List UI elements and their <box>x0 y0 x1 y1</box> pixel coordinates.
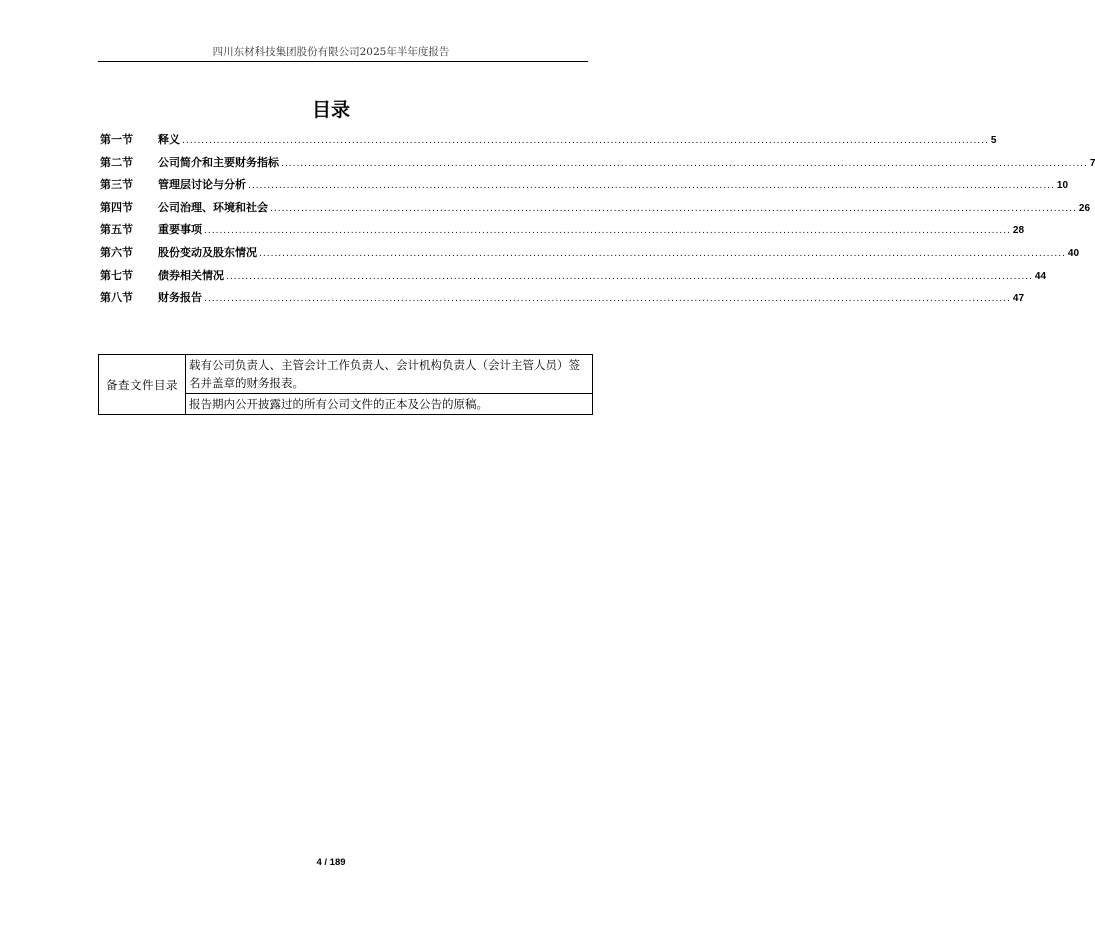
toc-page-number: 44 <box>1034 270 1047 282</box>
toc-leader-dots: ................................................................................................................................................................................................................. <box>270 203 1077 214</box>
header-divider <box>98 61 588 62</box>
toc-leader-dots: ................................................................................................................................................................................................................. <box>182 136 989 146</box>
toc-section-number: 第五节 <box>100 223 133 237</box>
toc-section-number: 第二节 <box>100 155 133 169</box>
toc-section-name: 重要事项 <box>158 223 202 237</box>
page-number: 4 / 189 <box>316 857 346 868</box>
toc-leader-dots: ................................................................................................................................................................................................................. <box>204 226 1011 237</box>
toc-section-name: 释义 <box>158 133 180 146</box>
reference-documents-label: 备查文件目录 <box>99 355 186 415</box>
table-row <box>99 355 593 394</box>
toc-entry[interactable] <box>100 221 1025 244</box>
toc-title: 目录 <box>311 99 350 121</box>
toc-entry[interactable] <box>100 199 1091 222</box>
toc-section-name: 股份变动及股东情况 <box>158 245 257 259</box>
toc-page-number: 10 <box>1056 180 1069 192</box>
toc-entry[interactable] <box>100 131 997 154</box>
toc-entry[interactable] <box>100 244 1080 267</box>
toc-section-number: 第一节 <box>100 133 133 146</box>
toc-page-number: 47 <box>1012 293 1025 305</box>
toc-entry[interactable] <box>100 176 1069 199</box>
toc-entry[interactable] <box>100 154 1095 177</box>
toc-section-number: 第四节 <box>100 200 133 214</box>
toc-leader-dots: ................................................................................................................................................................................................................. <box>259 248 1066 259</box>
toc-page-number: 28 <box>1012 225 1025 237</box>
toc-leader-dots: ................................................................................................................................................................................................................. <box>281 158 1088 169</box>
running-header: 四川东材科技集团股份有限公司2025年半年度报告 <box>212 46 450 58</box>
toc-section-name: 公司简介和主要财务指标 <box>158 155 279 169</box>
reference-document-item: 报告期内公开披露过的所有公司文件的正本及公告的原稿。 <box>186 394 593 415</box>
toc-leader-dots: ................................................................................................................................................................................................................. <box>226 271 1033 282</box>
toc-section-name: 公司治理、环境和社会 <box>158 200 268 214</box>
toc-section-number: 第三节 <box>100 178 133 192</box>
toc-page-number: 5 <box>990 135 997 146</box>
toc-page-number: 26 <box>1078 202 1091 214</box>
toc-entry[interactable] <box>100 267 1047 290</box>
toc-page-number: 7 <box>1089 157 1095 169</box>
toc-section-name: 管理层讨论与分析 <box>158 178 246 192</box>
toc-section-number: 第六节 <box>100 245 133 259</box>
toc-section-number: 第七节 <box>100 268 133 282</box>
toc-section-number: 第八节 <box>100 291 133 305</box>
toc-section-name: 债券相关情况 <box>158 268 224 282</box>
table-of-contents <box>100 131 1095 312</box>
toc-leader-dots: ................................................................................................................................................................................................................. <box>248 181 1055 192</box>
toc-page-number: 40 <box>1067 247 1080 259</box>
toc-entry[interactable] <box>100 289 1025 312</box>
reference-document-item: 载有公司负责人、主管会计工作负责人、会计机构负责人（会计主管人员）签名并盖章的财务报表。 <box>186 355 593 394</box>
reference-documents-table <box>98 354 593 415</box>
toc-section-name: 财务报告 <box>158 291 202 305</box>
toc-leader-dots: ................................................................................................................................................................................................................. <box>204 294 1011 305</box>
